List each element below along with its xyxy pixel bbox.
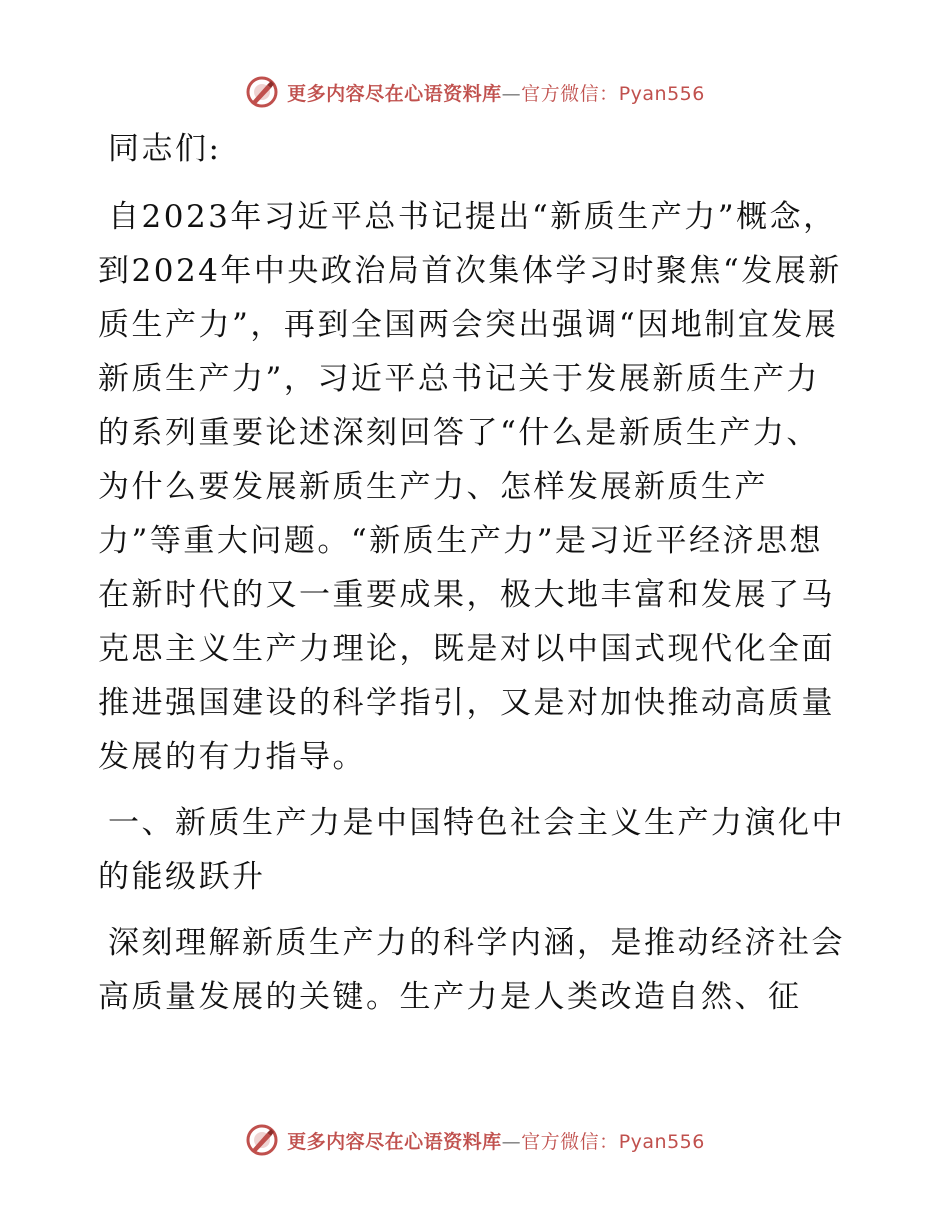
body-paragraph: 深刻理解新质生产力的科学内涵，是推动经济社会高质量发展的关键。生产力是人类改造自然、征: [98, 925, 845, 1015]
watermark-brand: 更多内容尽在心语资料库: [287, 82, 502, 105]
watermark-brand: 更多内容尽在心语资料库: [287, 1130, 502, 1153]
watermark-official: 官方微信：: [521, 1130, 619, 1153]
document-body: [98, 122, 850, 1036]
watermark-separator: —: [501, 82, 522, 105]
circle-pen-logo-icon: [245, 75, 279, 109]
section-heading: 一、新质生产力是中国特色社会主义生产力演化中的能级跃升: [98, 805, 845, 895]
watermark-separator: —: [501, 1130, 522, 1153]
header-watermark: [0, 72, 950, 112]
salutation: 同志们:: [108, 131, 222, 167]
watermark-official: 官方微信：: [521, 82, 619, 105]
watermark-account: Pyan556: [618, 1130, 705, 1153]
body-paragraph: 自2023年习近平总书记提出“新质生产力”概念，到2024年中央政治局首次集体学习时聚焦“发展新质生产力”，再到全国两会突出强调“因地制宜发展新质生产力”，习近平总书记关于发展新质生产力的系列重要论述深刻回答了“什么是新质生产力、为什么要发展新质生产力、怎样发展新质生产力”等重大问题。“新质生产力”是习近平经济思想在新时代的又一重要成果，极大地丰富和发展了马克思主义生产力理论，既是对以中国式现代化全面推进强国建设的科学指引，又是对加快推动高质量发展的有力指导。: [98, 199, 842, 775]
watermark-account: Pyan556: [618, 82, 705, 105]
footer-watermark: [0, 1120, 950, 1160]
circle-pen-logo-icon: [245, 1123, 279, 1157]
